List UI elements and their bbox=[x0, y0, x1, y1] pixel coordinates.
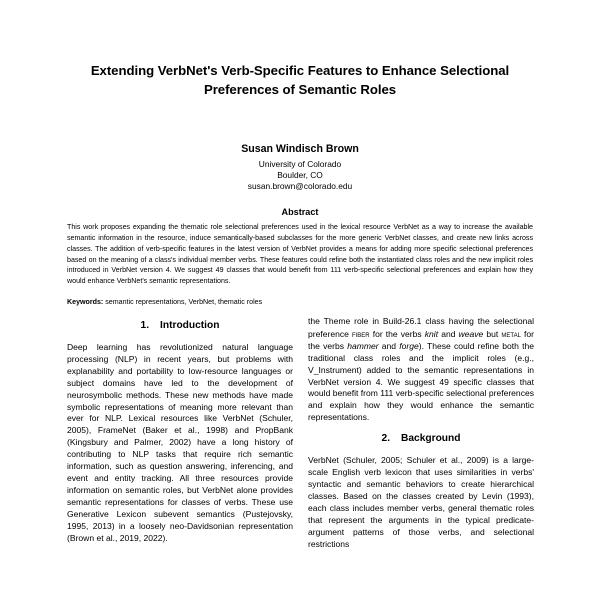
left-column bbox=[67, 316, 293, 551]
small-caps-metal: metal bbox=[501, 328, 521, 339]
paragraph-background: VerbNet (Schuler, 2005; Schuler et al., 2009) is a large-scale English verb lexicon that uses similarities in verbs' syntactic and semantic behaviors to create hierarchical classes. Based on the classes created by Levin (1993), each class includes member verbs, general thematic roles that represent the arguments in the typical predicate-argument patterns of those verbs, and selectional restrictions bbox=[308, 455, 534, 550]
section-title: Introduction bbox=[160, 319, 220, 331]
continuation-text-4: but bbox=[483, 328, 502, 339]
keywords-label: Keywords: bbox=[67, 298, 104, 307]
section-title: Background bbox=[401, 433, 461, 445]
author-block bbox=[67, 142, 533, 192]
body-columns bbox=[67, 316, 533, 551]
author-location: Boulder, CO bbox=[277, 169, 323, 180]
keywords-value: semantic representations, VerbNet, thematic roles bbox=[105, 298, 263, 307]
author-affiliation: University of Colorado bbox=[258, 158, 342, 169]
keywords-line bbox=[67, 297, 533, 308]
section-number: 2. bbox=[381, 433, 391, 445]
right-column bbox=[308, 316, 534, 551]
italic-weave: weave bbox=[458, 328, 484, 339]
continuation-text-7: ). These could refine both the traditional class roles and the implicit roles (e.g., V_Instrument) added to the semantic representations in VerbNet version 4. We suggest 49 specific classes that would benefit from 111 verb-specific selectional preferences and explain how they would enhance the semantic representations. bbox=[308, 340, 534, 423]
italic-hammer: hammer bbox=[347, 340, 379, 351]
continuation-text-3: and bbox=[438, 328, 459, 339]
author-email: susan.brown@colorado.edu bbox=[247, 180, 353, 191]
italic-forge: forge bbox=[399, 340, 419, 351]
abstract-body: This work proposes expanding the thematic role selectional preferences used in the lexical resource VerbNet as a way to increase the available semantic information in the resource, induce semantically-based subclasses for the more generic VerbNet classes, and create new links across classes. The addition of verb-specific features in the latest version of VerbNet provides a means for adding more specific selectional preferences based on the meaning of a class's individual member verbs. These features could refine both the instantiated class roles and the new implicit roles introduced in VerbNet version 4. We suggest 49 classes that would benefit from 111 verb-specific selectional preferences and explain how they would enhance VerbNet's semantic representations. bbox=[67, 223, 533, 286]
section-heading-introduction bbox=[67, 320, 293, 331]
section-number: 1. bbox=[140, 319, 150, 331]
small-caps-fiber: fiber bbox=[351, 328, 370, 339]
italic-knit: knit bbox=[424, 328, 439, 339]
section-heading-background bbox=[308, 433, 534, 444]
continuation-text-6: and bbox=[378, 340, 400, 351]
author-name: Susan Windisch Brown bbox=[241, 143, 359, 156]
continuation-text-5: for the verbs bbox=[308, 328, 534, 351]
page-title: Extending VerbNet's Verb-Specific Features to Enhance Selectional Preferences of Semantic Roles bbox=[90, 63, 510, 97]
paragraph-introduction: Deep learning has revolutionized natural language processing (NLP) in recent years, but problems with explanability and portability to low-resource languages or subject domains have led to the development of neurosymbolic methods. These new methods have made symbolic representations of meaning more relevant than ever for NLP. Lexical resources like VerbNet (Schuler, 2005), FrameNet (Baker et al., 1998) and PropBank (Kingsbury and Palmer, 2002) have a long history of contributing to NLP tasks that require rich semantic information, such as question answering, inferencing, and event and entity tracking. All three resources provide information on semantic roles, but VerbNet alone provides semantic representations for classes of verbs. These use Generative Lexicon subevent semantics (Pustejovsky, 1995, 2013) in a loosely neo-Davidsonian representation (Brown et al., 2019, 2022). bbox=[67, 341, 293, 544]
abstract-heading: Abstract bbox=[281, 207, 319, 218]
continuation-text-2: for the verbs bbox=[369, 328, 425, 339]
continuation-text-1: the Theme role in Build-26.1 class having the selectional preference bbox=[308, 315, 534, 339]
paragraph-continuation bbox=[308, 316, 534, 425]
